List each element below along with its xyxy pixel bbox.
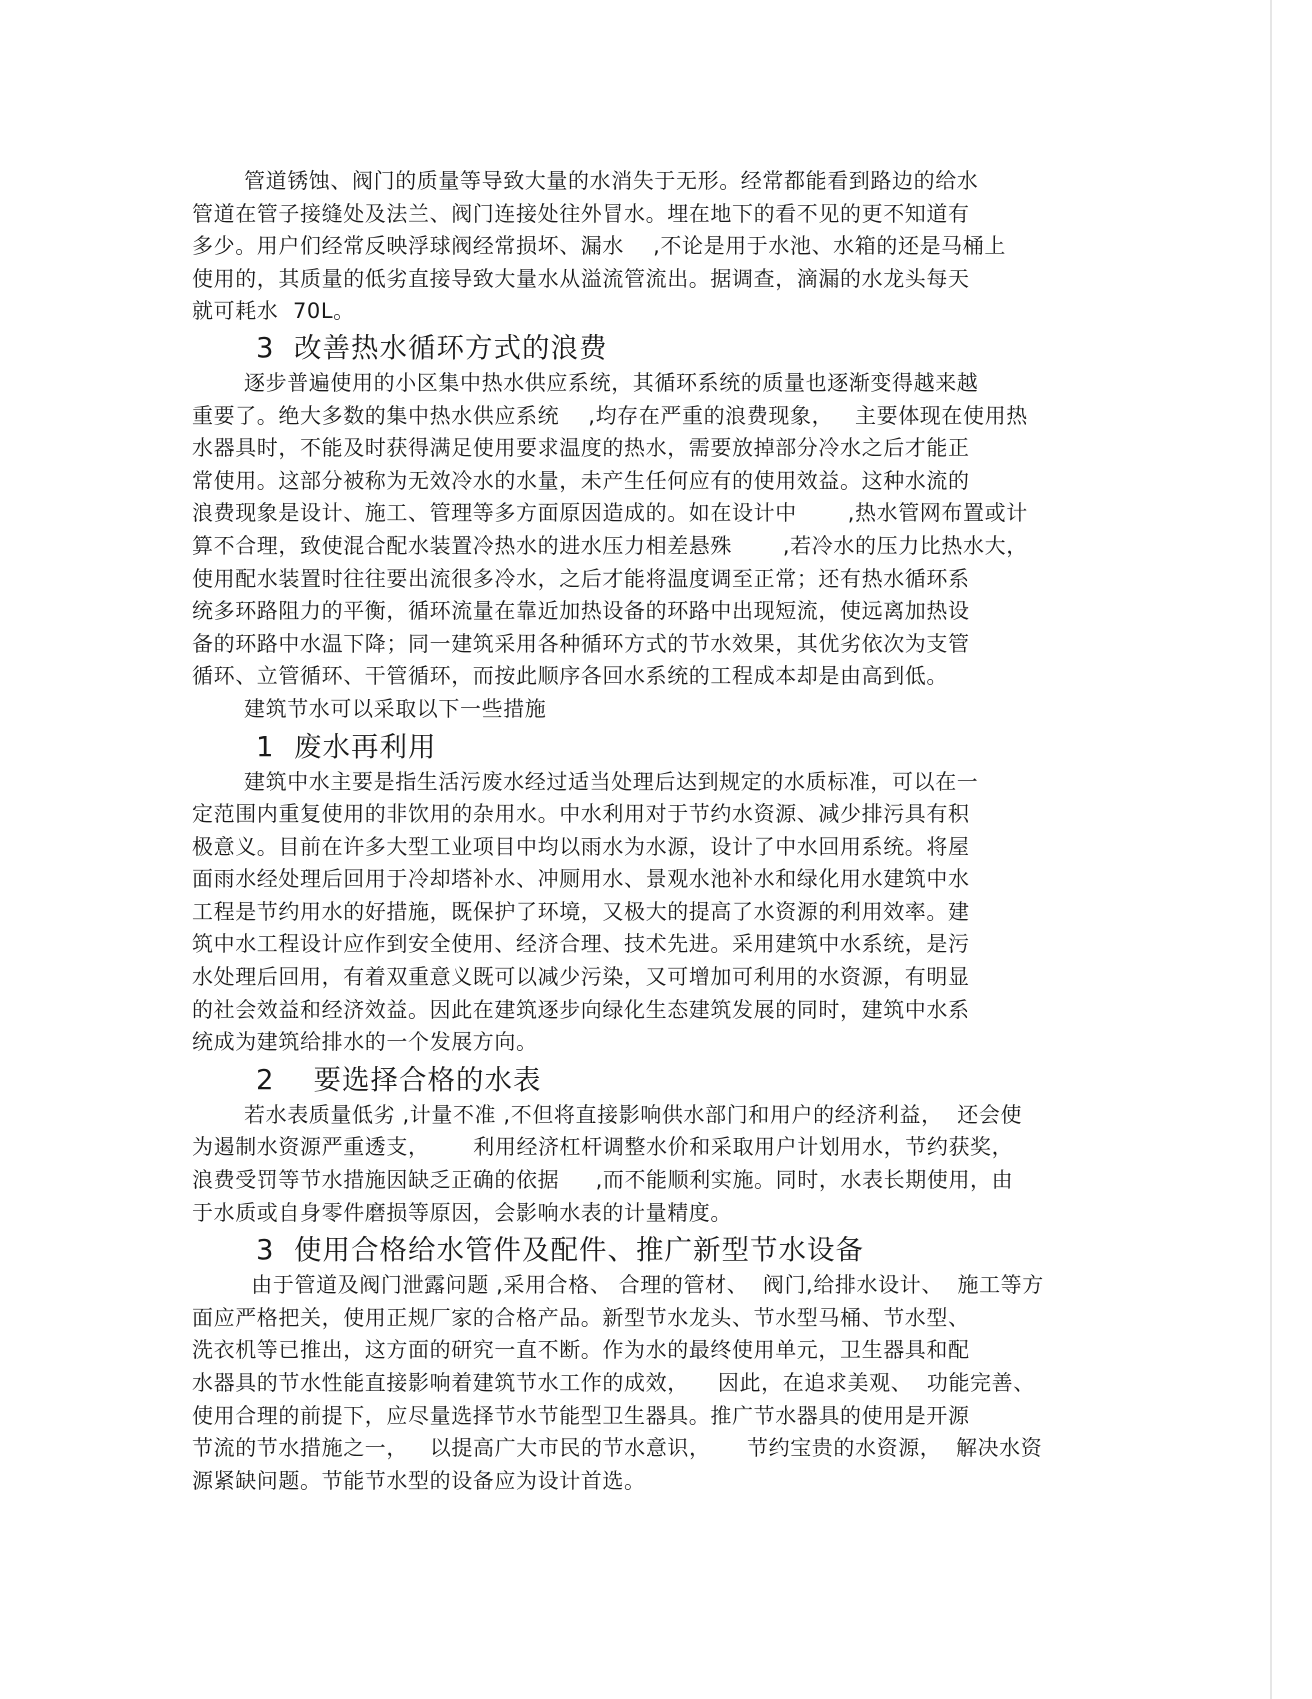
- text-line: 节流的节水措施之一， 以提高广大市民的节水意识， 节约宝贵的水资源， 解决水资: [192, 1436, 1043, 1461]
- text-line: 极意义。目前在许多大型工业项目中均以雨水为水源，设计了中水回用系统。将屋: [192, 834, 970, 859]
- text-line: 洗衣机等已推出，这方面的研究一直不断。作为水的最终使用单元，卫生器具和配: [192, 1338, 970, 1363]
- text-line: 水器具时，不能及时获得满足使用要求温度的热水，需要放掉部分冷水之后才能正: [192, 436, 970, 461]
- paragraph-hot-water: [192, 367, 1132, 693]
- text-line: 常使用。这部分被称为无效冷水的水量，未产生任何应有的使用效益。这种水流的: [192, 468, 970, 493]
- page-edge: [1270, 0, 1272, 1699]
- text-line: 于水质或自身零件磨损等原因，会影响水表的计量精度。: [192, 1200, 732, 1225]
- text-line: 使用合理的前提下，应尽量选择节水节能型卫生器具。推广节水器具的使用是开源: [192, 1403, 970, 1428]
- paragraph-wastewater-reuse: [192, 766, 1132, 1059]
- text-line: 统成为建筑给排水的一个发展方向。: [192, 1030, 538, 1055]
- document-body: [192, 165, 1132, 1497]
- text-line: 水处理后回用，有着双重意义既可以减少污染，又可增加可利用的水资源，有明显: [192, 965, 970, 990]
- text-line: 水器具的节水性能直接影响着建筑节水工作的成效， 因此，在追求美观、 功能完善、: [192, 1371, 1035, 1395]
- text-line: 就可耗水 70L。: [192, 299, 355, 324]
- text-line: 管道锈蚀、阀门的质量等导致大量的水消失于无形。经常都能看到路边的给水: [244, 169, 979, 193]
- text-line: 使用配水装置时往往要出流很多冷水，之后才能将温度调至正常；还有热水循环系: [192, 566, 970, 591]
- text-line: 浪费现象是设计、施工、管理等多方面原因造成的。如在设计中 ,热水管网布置或计: [192, 501, 1028, 526]
- paragraph-fittings: [192, 1269, 1132, 1497]
- measures-intro: 建筑节水可以采取以下一些措施: [244, 696, 547, 721]
- text-line: 统多环路阻力的平衡，循环流量在靠近加热设备的环路中出现短流，使远离加热设: [192, 599, 970, 624]
- text-line: 浪费受罚等节水措施因缺乏正确的依据 ,而不能顺利实施。同时，水表长期使用，由: [192, 1168, 1014, 1193]
- text-line: 使用的，其质量的低劣直接导致大量水从溢流管流出。据调查，滴漏的水龙头每天: [192, 266, 970, 291]
- text-line: 的社会效益和经济效益。因此在建筑逐步向绿化生态建筑发展的同时，建筑中水系: [192, 997, 970, 1022]
- section-heading-fittings: 3 使用合格给水管件及配件、推广新型节水设备: [256, 1234, 864, 1267]
- section-heading-water-meter: 2 要选择合格的水表: [256, 1063, 542, 1096]
- text-line: 筑中水工程设计应作到安全使用、经济合理、技术先进。采用建筑中水系统，是污: [192, 932, 970, 957]
- section-heading-wastewater-reuse: 1 废水再利用: [256, 730, 437, 763]
- text-line: 面应严格把关，使用正规厂家的合格产品。新型节水龙头、节水型马桶、节水型、: [192, 1305, 970, 1330]
- section-heading-hot-water: 3 改善热水循环方式的浪费: [256, 331, 608, 364]
- text-line: 面雨水经处理后回用于冷却塔补水、冲厕用水、景观水池补水和绿化用水建筑中水: [192, 867, 970, 892]
- text-line: 定范围内重复使用的非饮用的杂用水。中水利用对于节约水资源、减少排污具有积: [192, 802, 970, 827]
- text-line: 重要了。绝大多数的集中热水供应系统 ,均存在严重的浪费现象， 主要体现在使用热: [192, 403, 1028, 428]
- paragraph-pipe-leakage: [192, 165, 1132, 328]
- text-line: 为遏制水资源严重透支， 利用经济杠杆调整水价和采取用户计划用水，节约获奖，: [192, 1135, 1014, 1160]
- text-line: 源紧缺问题。节能节水型的设备应为设计首选。: [192, 1468, 646, 1493]
- text-line: 循环、立管循环、干管循环，而按此顺序各回水系统的工程成本却是由高到低。: [192, 664, 948, 689]
- text-line: 算不合理，致使混合配水装置冷热水的进水压力相差悬殊 ,若冷水的压力比热水大，: [192, 533, 1028, 558]
- text-line: 逐步普遍使用的小区集中热水供应系统，其循环系统的质量也逐渐变得越来越: [244, 370, 979, 395]
- text-line: 由于管道及阀门泄露问题 ,采用合格、 合理的管材、 阀门,给排水设计、 施工等方: [244, 1273, 1044, 1298]
- text-line: 若水表质量低劣 ,计量不准 ,不但将直接影响供水部门和用户的经济利益， 还会使: [244, 1102, 1023, 1127]
- text-line: 多少。用户们经常反映浮球阀经常损坏、漏水 ,不论是用于水池、水箱的还是马桶上: [192, 234, 1006, 259]
- text-line: 工程是节约用水的好措施，既保护了环境，又极大的提高了水资源的利用效率。建: [192, 899, 970, 924]
- text-line: 建筑中水主要是指生活污废水经过适当处理后达到规定的水质标准，可以在一: [244, 769, 979, 794]
- paragraph-water-meter: [192, 1099, 1132, 1229]
- text-line: 管道在管子接缝处及法兰、阀门连接处往外冒水。埋在地下的看不见的更不知道有: [192, 201, 970, 226]
- text-line: 备的环路中水温下降；同一建筑采用各种循环方式的节水效果，其优劣依次为支管: [192, 631, 970, 656]
